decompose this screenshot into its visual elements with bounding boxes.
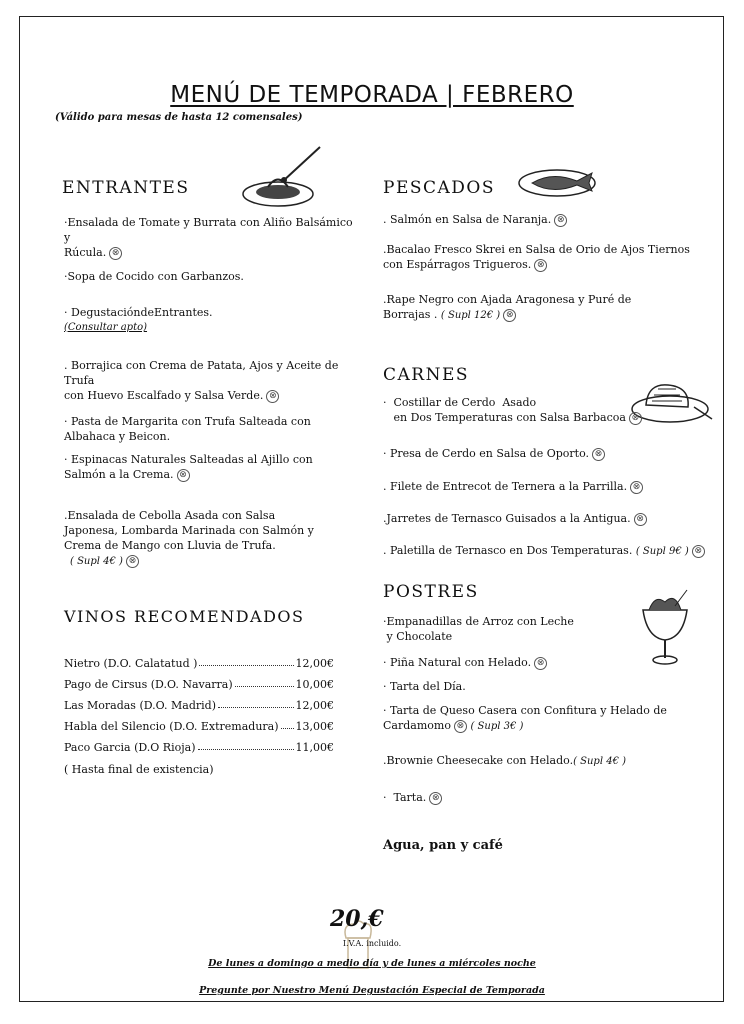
section-pescados-heading: PESCADOS [383,178,495,198]
carne-item-4: .Jarretes de Ternasco Guisados a la Antigua. ⊗ [383,511,647,526]
wine-item: Habla del Silencio (D.O. Extremadura) 13,00€ [64,720,334,733]
entrante-item-7: .Ensalada de Cebolla Asada con Salsa Japonesa, Lombarda Marinada con Salmón y Crema de Mango con Lluvia de Trufa. ( Supl 4€ ) ⊗ [64,509,314,567]
iva-note: I.V.A. incluido. [342,939,402,948]
dessert-cup-icon [635,588,695,668]
page-title: MENÚ DE TEMPORADA | FEBRERO [170,82,574,108]
section-entrantes-heading: ENTRANTES [62,178,190,198]
x-circle-icon: ⊗ [109,247,122,260]
pescado-item-1: . Salmón en Salsa de Naranja. ⊗ [383,212,567,227]
page-subtitle: (Válido para mesas de hasta 12 comensales) [55,112,303,123]
x-circle-icon: ⊗ [454,720,467,733]
x-circle-icon: ⊗ [266,390,279,403]
x-circle-icon: ⊗ [534,259,547,272]
x-circle-icon: ⊗ [634,513,647,526]
included-extras: Agua, pan y café [383,838,503,853]
section-vinos-heading: VINOS RECOMENDADOS [64,607,305,626]
fish-plate-icon [517,163,603,199]
carne-item-1: · Costillar de Cerdo Asado en Dos Temperaturas con Salsa Barbacoa ⊗ [383,395,642,425]
section-carnes-heading: CARNES [383,365,470,385]
x-circle-icon: ⊗ [503,309,516,322]
x-circle-icon: ⊗ [592,448,605,461]
entrante-item-4: . Borrajica con Crema de Patata, Ajos y Aceite de Trufa con Huevo Escalfado y Salsa Verde. ⊗ [64,359,339,402]
x-circle-icon: ⊗ [630,481,643,494]
entrante-item-5: · Pasta de Margarita con Trufa Salteada con Albahaca y Beicon. [64,415,311,443]
x-circle-icon: ⊗ [692,545,705,558]
wine-note: ( Hasta final de existencia) [64,763,214,776]
wine-list [64,657,334,777]
wine-item: Pago de Cirsus (D.O. Navarra) 10,00€ [64,678,334,691]
carne-item-2: · Presa de Cerdo en Salsa de Oporto. ⊗ [383,446,605,461]
postre-item-6: · Tarta. ⊗ [383,790,442,805]
x-circle-icon: ⊗ [629,412,642,425]
footer-tasting-menu: Pregunte por Nuestro Menú Degustación Especial de Temporada [199,985,545,996]
postre-item-5: .Brownie Cheesecake con Helado.( Supl 4€ ) [383,754,627,767]
carne-item-3: . Filete de Entrecot de Ternera a la Parrilla. ⊗ [383,479,643,494]
x-circle-icon: ⊗ [534,657,547,670]
wine-item: Las Moradas (D.O. Madrid) 12,00€ [64,699,334,712]
carne-item-5: . Paletilla de Ternasco en Dos Temperaturas. ( Supl 9€ ) ⊗ [383,543,705,559]
x-circle-icon: ⊗ [177,469,190,482]
x-circle-icon: ⊗ [554,214,567,227]
entrante-item-6: · Espinacas Naturales Salteadas al Ajillo con Salmón a la Crema. ⊗ [64,453,313,481]
menu-price: 20,€ [330,906,384,932]
pescado-item-2: .Bacalao Fresco Skrei en Salsa de Orio de Ajos Tiernos con Espárragos Trigueros. ⊗ [383,243,690,271]
entrante-item-1: ·Ensalada de Tomate y Burrata con Aliño Balsámico y Rúcula. ⊗ [64,216,353,259]
postre-item-1: ·Empanadillas de Arroz con Leche y Chocolate [383,615,574,643]
x-circle-icon: ⊗ [429,792,442,805]
pescado-item-3: .Rape Negro con Ajada Aragonesa y Puré de Borrajas . ( Supl 12€ ) ⊗ [383,293,632,321]
postre-item-3: · Tarta del Día. [383,680,466,693]
wine-item: Nietro (D.O. Calatatud ) 12,00€ [64,657,334,670]
postre-item-2: · Piña Natural con Helado. ⊗ [383,655,547,670]
pasta-plate-icon [238,142,330,210]
entrante-item-3: · DegustacióndeEntrantes. (Consultar apto) [64,306,213,333]
x-circle-icon: ⊗ [126,555,139,568]
footer-schedule: De lunes a domingo a medio día y de lunes a miércoles noche [208,958,536,969]
wine-item: Paco Garcia (D.O Rioja) 11,00€ [64,741,334,754]
postre-item-4: · Tarta de Queso Casera con Confitura y Helado de Cardamomo ⊗ ( Supl 3€ ) [383,704,667,732]
section-postres-heading: POSTRES [383,582,479,602]
entrante-item-2: ·Sopa de Cocido con Garbanzos. [64,270,244,283]
